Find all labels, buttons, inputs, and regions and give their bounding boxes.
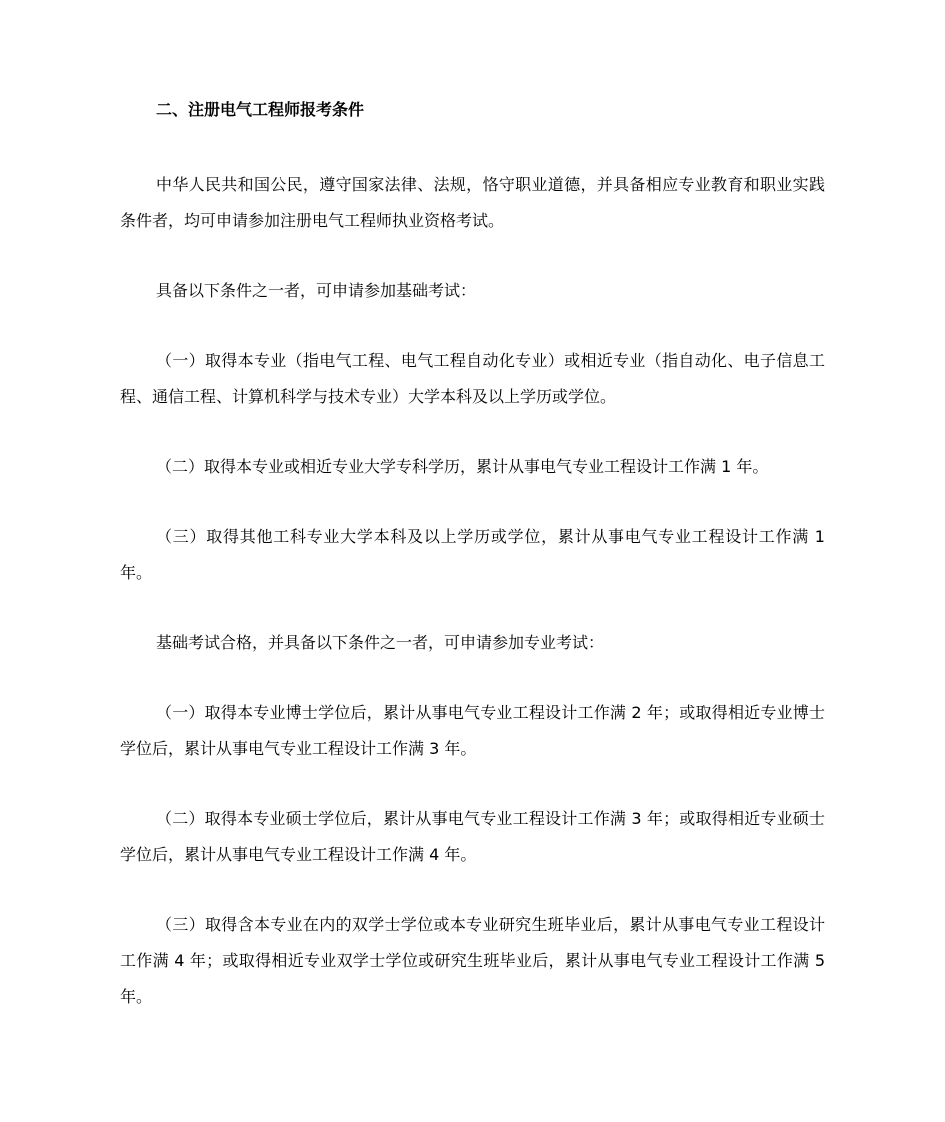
document-page — [120, 96, 825, 1049]
paragraph-intro: 中华人民共和国公民，遵守国家法律、法规，恪守职业道德，并具备相应专业教育和职业实践条件者，均可申请参加注册电气工程师执业资格考试。 — [120, 175, 825, 230]
section-heading: 二、注册电气工程师报考条件 — [156, 100, 365, 119]
paragraph-basic-condition-2: （二）取得本专业或相近专业大学专科学历，累计从事电气专业工程设计工作满 1 年。 — [156, 457, 769, 476]
paragraph-professional-condition-2: （二）取得本专业硕士学位后，累计从事电气专业工程设计工作满 3 年；或取得相近专业硕士学位后，累计从事电气专业工程设计工作满 4 年。 — [120, 809, 825, 864]
paragraph-basic-condition-3: （三）取得其他工科专业大学本科及以上学历或学位，累计从事电气专业工程设计工作满 1 年。 — [120, 527, 825, 582]
paragraph-professional-condition-1: （一）取得本专业博士学位后，累计从事电气专业工程设计工作满 2 年；或取得相近专业博士学位后，累计从事电气专业工程设计工作满 3 年。 — [120, 703, 825, 758]
paragraph-professional-condition-3: （三）取得含本专业在内的双学士学位或本专业研究生班毕业后，累计从事电气专业工程设计工作满 4 年；或取得相近专业双学士学位或研究生班毕业后，累计从事电气专业工程设计工作满 5 年。 — [120, 915, 825, 1006]
paragraph-basic-condition-1: （一）取得本专业（指电气工程、电气工程自动化专业）或相近专业（指自动化、电子信息工程、通信工程、计算机科学与技术专业）大学本科及以上学历或学位。 — [120, 351, 825, 406]
paragraph-basic-exam-conditions: 具备以下条件之一者，可申请参加基础考试： — [156, 281, 477, 300]
paragraph-professional-exam-conditions: 基础考试合格，并具备以下条件之一者，可申请参加专业考试： — [156, 633, 605, 652]
